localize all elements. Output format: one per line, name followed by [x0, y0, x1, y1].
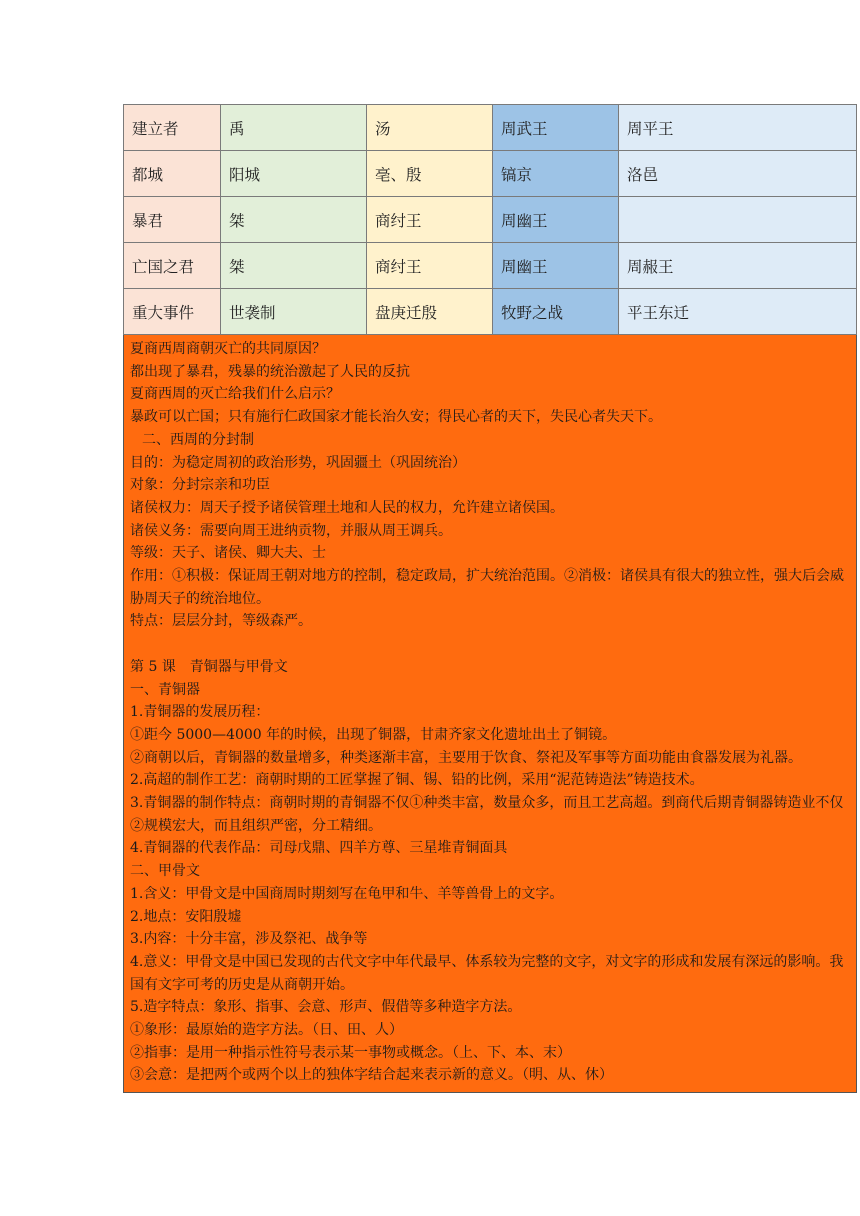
note-line: 诸侯权力：周天子授予诸侯管理土地和人民的权力，允许建立诸侯国。 — [130, 499, 564, 516]
table-cell: 阳城 — [221, 151, 367, 197]
note-line: 1.含义：甲骨文是中国商周时期刻写在龟甲和牛、羊等兽骨上的文字。 — [130, 885, 564, 902]
document-page — [123, 104, 857, 1093]
row-header-cell: 都城 — [124, 151, 221, 197]
note-line: 暴政可以亡国；只有施行仁政国家才能长治久安；得民心者的天下，失民心者失天下。 — [130, 409, 662, 426]
table-cell: 镐京 — [493, 151, 619, 197]
note-line — [130, 633, 852, 656]
note-line: 一、青铜器 — [130, 681, 200, 698]
note-line: 作用：①积极：保证周王朝对地方的控制，稳定政局，扩大统治范围。②消极：诸侯具有很大的独立性，强大后会威胁周天子的统治地位。 — [130, 568, 844, 607]
note-line: 二、西周的分封制 — [142, 431, 254, 448]
note-line: 夏商西周的灭亡给我们什么启示？ — [130, 386, 340, 403]
note-line: 第 5 课 青铜器与甲骨文 — [130, 658, 288, 675]
note-line: ③会意：是把两个或两个以上的独体字结合起来表示新的意义。（明、从、休） — [130, 1067, 613, 1084]
table-cell: 牧野之战 — [493, 289, 619, 335]
note-line: ②指事：是用一种指示性符号表示某一事物或概念。（上、下、本、末） — [130, 1044, 571, 1061]
table-cell: 周平王 — [619, 105, 857, 151]
note-line: 目的：为稳定周初的政治形势，巩固疆土（巩固统治） — [130, 454, 466, 471]
table-row — [124, 105, 857, 151]
note-line: 5.造字特点：象形、指事、会意、形声、假借等多种造字方法。 — [130, 999, 522, 1016]
row-header-cell: 重大事件 — [124, 289, 221, 335]
table-cell: 周武王 — [493, 105, 619, 151]
note-line: 都出现了暴君，残暴的统治激起了人民的反抗 — [130, 363, 410, 380]
table-row — [124, 289, 857, 335]
table-cell: 世袭制 — [221, 289, 367, 335]
table-cell — [619, 197, 857, 243]
table-cell: 商纣王 — [367, 197, 493, 243]
table-row — [124, 197, 857, 243]
note-line: 二、甲骨文 — [130, 863, 200, 880]
note-line: 1.青铜器的发展历程： — [130, 704, 270, 721]
table-cell: 桀 — [221, 243, 367, 289]
note-line: 对象：分封宗亲和功臣 — [130, 477, 270, 494]
note-line: ②商朝以后，青铜器的数量增多，种类逐渐丰富，主要用于饮食、祭祀及军事等方面功能由食器发展为礼器。 — [130, 749, 802, 766]
row-header-cell: 亡国之君 — [124, 243, 221, 289]
table-cell: 盘庚迁殷 — [367, 289, 493, 335]
table-cell: 周幽王 — [493, 197, 619, 243]
table-cell: 平王东迁 — [619, 289, 857, 335]
table-cell: 周赧王 — [619, 243, 857, 289]
note-line: ①距今 5000—4000 年的时候，出现了铜器，甘肃齐家文化遗址出土了铜镜。 — [130, 726, 617, 743]
table-row — [124, 243, 857, 289]
row-header-cell: 暴君 — [124, 197, 221, 243]
note-line: 4.意义：甲骨文是中国已发现的古代文字中年代最早、体系较为完整的文字，对文字的形成和发展有深远的影响。我国有文字可考的历史是从商朝开始。 — [130, 953, 844, 993]
note-line: 诸侯义务：需要向周王进纳贡物，并服从周王调兵。 — [130, 522, 452, 539]
table-cell: 汤 — [367, 105, 493, 151]
note-line: 4.青铜器的代表作品：司母戊鼎、四羊方尊、三星堆青铜面具 — [130, 840, 508, 857]
note-line: ①象形：最原始的造字方法。（日、田、人） — [130, 1022, 403, 1039]
table-cell: 洛邑 — [619, 151, 857, 197]
note-line: 3.内容：十分丰富，涉及祭祀、战争等 — [130, 931, 368, 948]
table-cell: 亳、殷 — [367, 151, 493, 197]
table-cell: 商纣王 — [367, 243, 493, 289]
note-line: 2.高超的制作工艺：商朝时期的工匠掌握了铜、锡、铅的比例，采用“泥范铸造法”铸造技术。 — [130, 772, 704, 789]
row-header-cell: 建立者 — [124, 105, 221, 151]
note-line: 等级：天子、诸侯、卿大夫、士 — [130, 545, 326, 562]
note-line: 夏商西周商朝灭亡的共同原因？ — [130, 341, 326, 357]
table-cell: 禹 — [221, 105, 367, 151]
note-line: 3.青铜器的制作特点：商朝时期的青铜器不仅①种类丰富，数量众多，而且工艺高超。到商代后期青铜器铸造业不仅②规模宏大，而且组织严密，分工精细。 — [130, 795, 844, 834]
dynasty-table — [123, 104, 857, 335]
note-line: 2.地点：安阳殷墟 — [130, 908, 242, 925]
table-row — [124, 151, 857, 197]
note-line: 特点：层层分封，等级森严。 — [130, 613, 312, 630]
notes-block — [123, 335, 857, 1093]
table-cell: 周幽王 — [493, 243, 619, 289]
table-cell: 桀 — [221, 197, 367, 243]
